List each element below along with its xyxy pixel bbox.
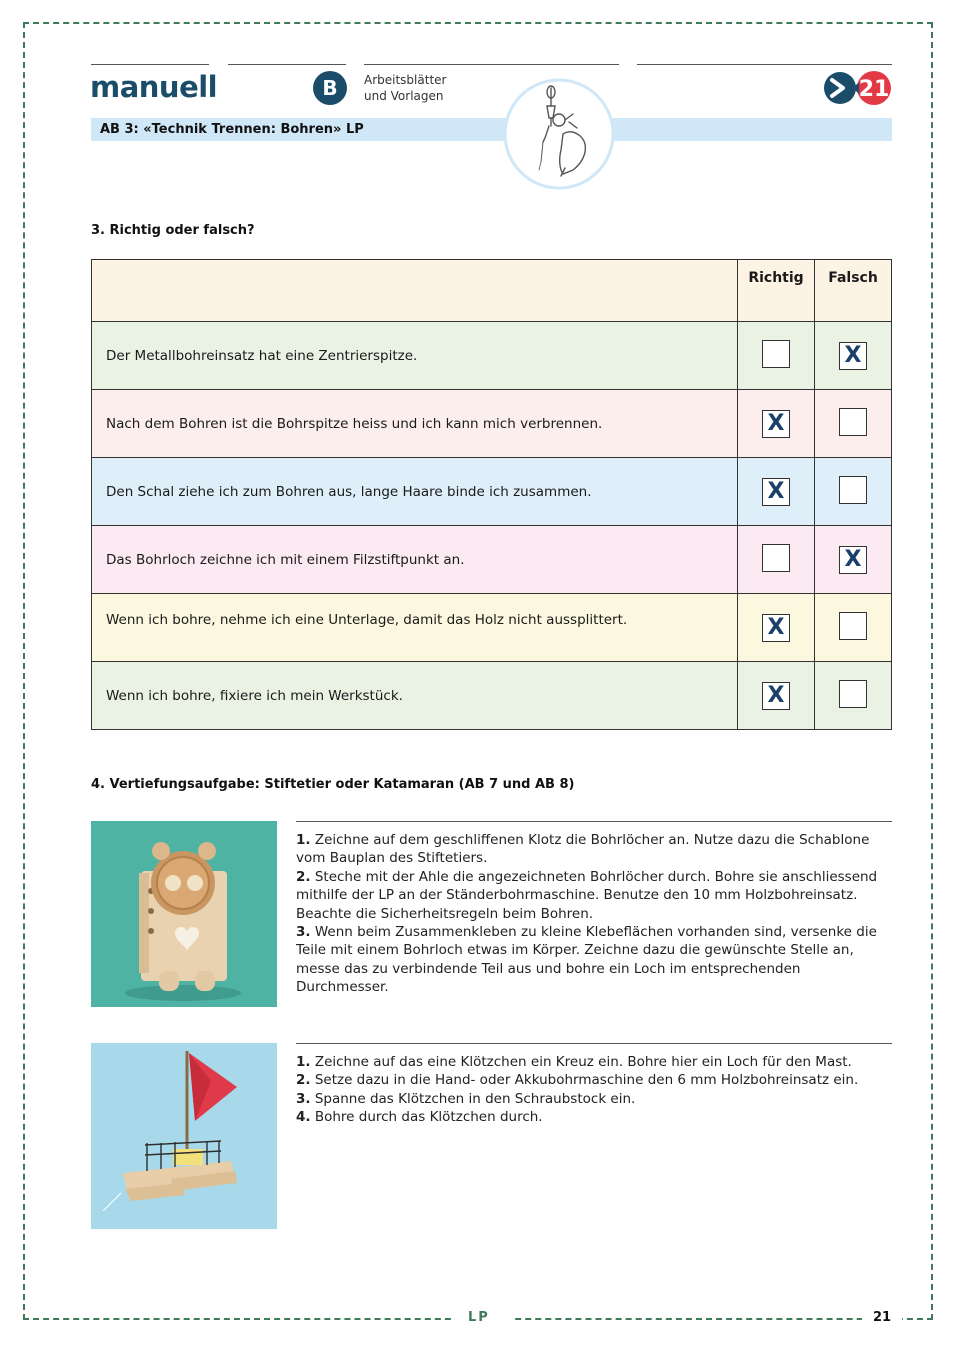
falsch-checkbox[interactable] — [839, 408, 867, 436]
statement: Der Metallbohreinsatz hat eine Zentrierspitze. — [92, 322, 738, 390]
header-rule — [364, 64, 619, 65]
richtig-checkbox[interactable] — [762, 340, 790, 368]
richtig-checkbox[interactable]: X — [762, 682, 790, 710]
arrow-21-icon — [823, 70, 893, 106]
richtig-checkbox[interactable]: X — [762, 478, 790, 506]
series-line-1: Arbeitsblätter — [364, 73, 447, 87]
series-line-2: und Vorlagen — [364, 89, 444, 103]
hand-drill-icon — [503, 78, 615, 190]
falsch-checkbox[interactable]: X — [839, 342, 867, 370]
task2-step-3: 3. Spanne das Klötzchen in den Schraubstock ein. — [296, 1090, 636, 1107]
statement: Das Bohrloch zeichne ich mit einem Filzstiftpunkt an. — [92, 526, 738, 594]
worksheet-title: AB 3: «Technik Trennen: Bohren» LP — [91, 118, 892, 141]
statement: Nach dem Bohren ist die Bohrspitze heiss und ich kann mich verbrennen. — [92, 390, 738, 458]
table-row — [92, 526, 892, 594]
richtig-checkbox[interactable]: X — [762, 614, 790, 642]
task1-step-1: 1. Zeichne auf dem geschliffenen Klotz die Bohrlöcher an. Nutze dazu die Schablone vom Bauplan des Stiftetiers. — [296, 832, 870, 867]
page-number: 21 — [873, 1310, 892, 1325]
statement: Den Schal ziehe ich zum Bohren aus, lange Haare binde ich zusammen. — [92, 458, 738, 526]
task2-step-2: 2. Setze dazu in die Hand- oder Akkubohrmaschine den 6 mm Holzbohreinsatz ein. — [296, 1072, 859, 1089]
task-rule — [296, 821, 892, 822]
manuell-logo: manuell — [90, 70, 218, 104]
task1-step-2: 2. Steche mit der Ahle die angezeichneten Bohrlöcher durch. Bohre sie anschliessend mithilfe der LP an der Ständerbohrmaschine. Benutze den 10 mm Holzbohreinsatz. Beachte die Sicherheitsregeln beim Bohren. — [296, 868, 878, 922]
statement: Wenn ich bohre, nehme ich eine Unterlage, damit das Holz nicht aussplittert. — [92, 594, 738, 662]
section-badge: B — [313, 71, 347, 105]
icon-number: 21 — [858, 77, 890, 102]
task2-list — [296, 1053, 892, 1127]
richtig-checkbox[interactable] — [762, 544, 790, 572]
table-header-row — [92, 260, 892, 322]
statement: Wenn ich bohre, fixiere ich mein Werkstück. — [92, 662, 738, 730]
richtig-checkbox[interactable]: X — [762, 410, 790, 438]
true-false-table — [91, 259, 892, 730]
table-row — [92, 322, 892, 390]
task-rule — [296, 1043, 892, 1044]
col-falsch: Falsch — [815, 260, 892, 322]
task2-step-1: 1. Zeichne auf das eine Klötzchen ein Kreuz ein. Bohre hier ein Loch für den Mast. — [296, 1054, 852, 1070]
task2-step-4: 4. Bohre durch das Klötzchen durch. — [296, 1109, 543, 1126]
table-header-blank — [92, 260, 738, 322]
section4-heading: 4. Vertiefungsaufgabe: Stiftetier oder Katamaran (AB 7 und AB 8) — [91, 777, 575, 792]
falsch-checkbox[interactable]: X — [839, 546, 867, 574]
table-row — [92, 662, 892, 730]
footer-label: LP — [468, 1310, 490, 1325]
task1-list — [296, 831, 892, 997]
section3-heading: 3. Richtig oder falsch? — [91, 223, 255, 238]
table-row — [92, 458, 892, 526]
header-rule — [228, 64, 346, 65]
series-label — [364, 72, 446, 104]
falsch-checkbox[interactable] — [839, 612, 867, 640]
header-rule — [637, 64, 892, 65]
katamaran-photo — [91, 1043, 277, 1229]
falsch-checkbox[interactable] — [839, 476, 867, 504]
falsch-checkbox[interactable] — [839, 680, 867, 708]
table-row — [92, 594, 892, 662]
header-rule — [91, 64, 209, 65]
col-richtig: Richtig — [738, 260, 815, 322]
task1-step-3: 3. Wenn beim Zusammenkleben zu kleine Klebeflächen vorhanden sind, versenke die Teile mit einem Bohrloch etwas im Körper. Zeichne dazu die gewünschte Stelle an, messe das zu verbindende Teil aus und bohre ein Loch im entsprechenden Durchmesser. — [296, 924, 877, 996]
stiftetier-photo — [91, 821, 277, 1007]
table-row — [92, 390, 892, 458]
